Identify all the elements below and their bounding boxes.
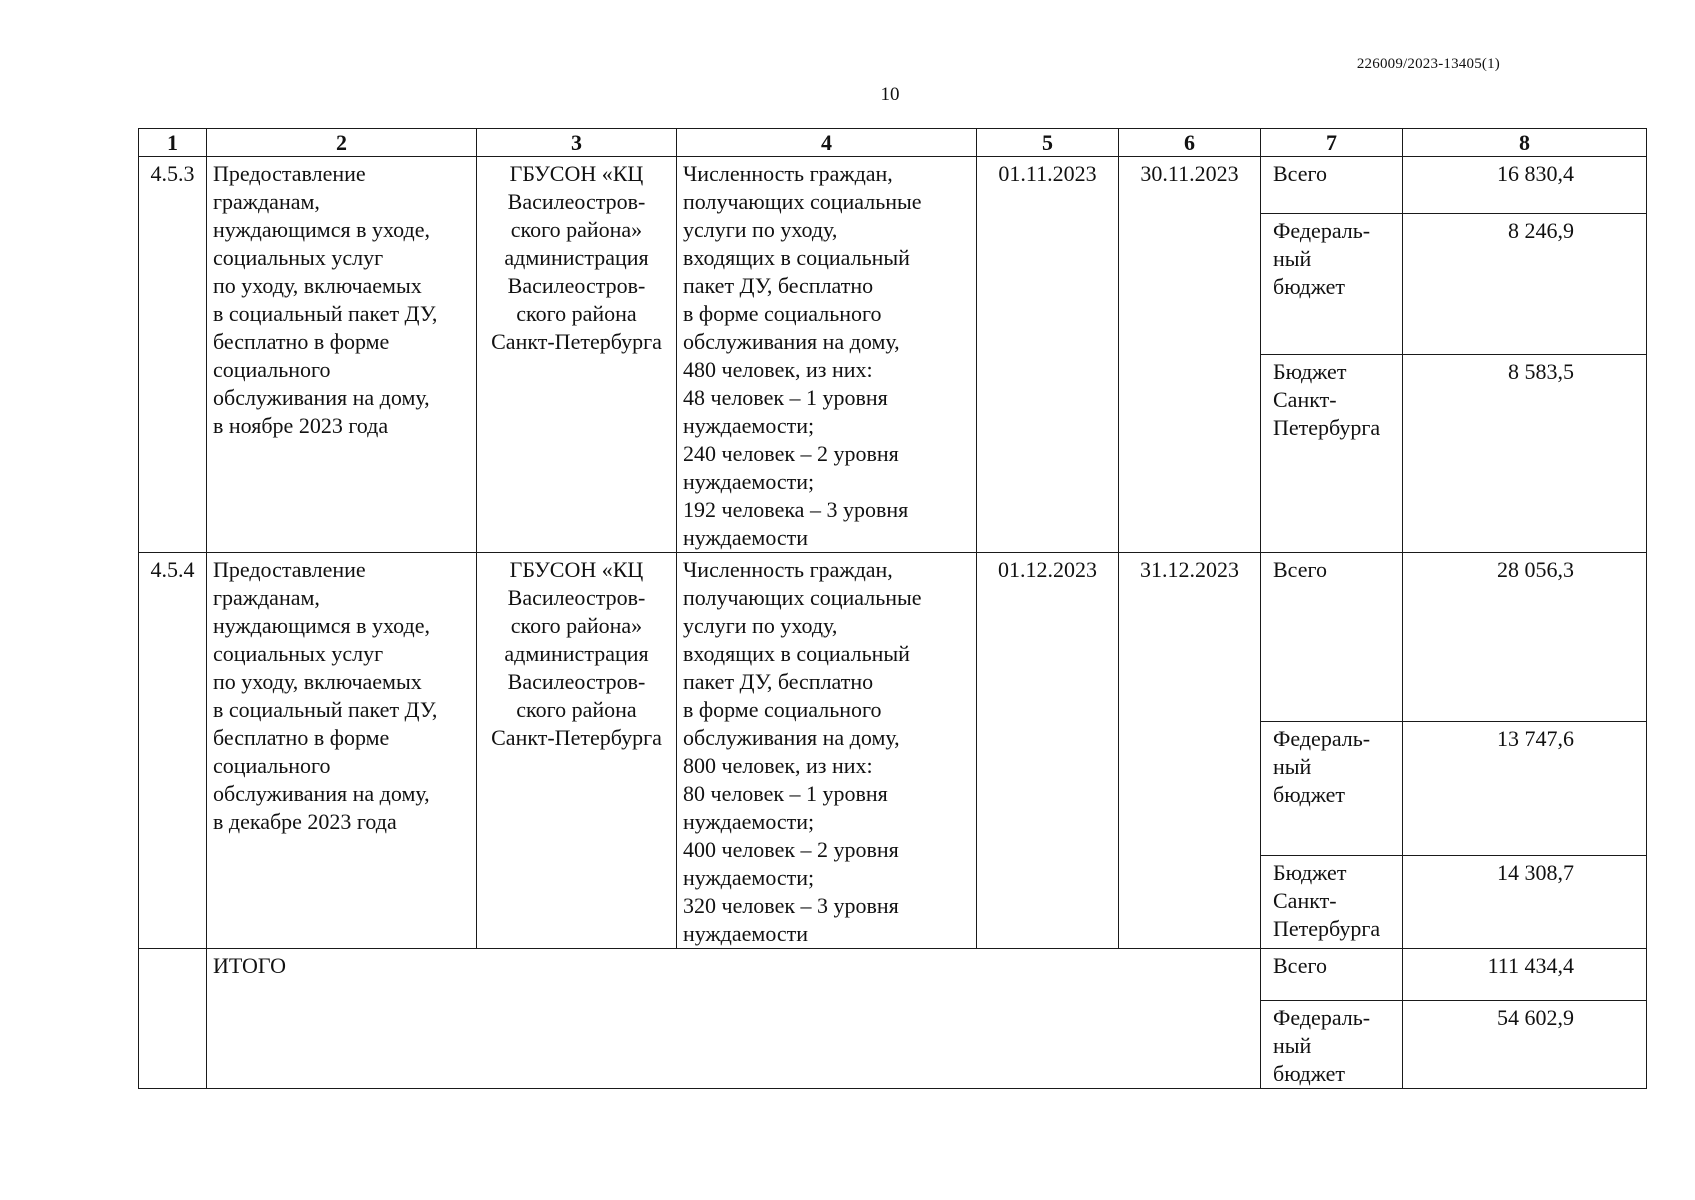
header-cell: 2: [207, 129, 477, 157]
funding-amount: 13 747,6: [1403, 721, 1647, 856]
item-executor: ГБУСОН «КЦ Василеостров- ского района» администрация Василеостров- ского района Санкт-Петербурга: [477, 157, 677, 553]
activity-table: [138, 128, 1647, 1089]
item-description: Численность граждан, получающих социальные услуги по уходу, входящих в социальный пакет ДУ, бесплатно в форме социального обслуживания на дому, 800 человек, из них: 80 человек – 1 уровня нуждаемости; 400 человек – 2 уровня нуждаемости; 320 человек – 3 уровня нуждаемости: [677, 553, 977, 949]
funding-source: Всего: [1261, 553, 1403, 722]
end-date: 30.11.2023: [1119, 157, 1261, 553]
funding-source: Бюджет Санкт- Петербурга: [1261, 856, 1403, 949]
end-date: 31.12.2023: [1119, 553, 1261, 949]
item-number: 4.5.4: [139, 553, 207, 949]
total-label: ИТОГО: [207, 949, 1261, 1089]
funding-source: Бюджет Санкт- Петербурга: [1261, 354, 1403, 552]
funding-amount: 8 583,5: [1403, 354, 1647, 552]
funding-amount: 14 308,7: [1403, 856, 1647, 949]
total-number-cell: [139, 949, 207, 1089]
header-cell: 3: [477, 129, 677, 157]
header-row: [139, 129, 1647, 157]
funding-amount: 16 830,4: [1403, 157, 1647, 214]
header-cell: 8: [1403, 129, 1647, 157]
header-cell: 7: [1261, 129, 1403, 157]
table-row: [139, 553, 1647, 722]
funding-source: Федераль- ный бюджет: [1261, 214, 1403, 355]
funding-source: Всего: [1261, 949, 1403, 1001]
page-number: 10: [880, 84, 900, 105]
funding-source: Федераль- ный бюджет: [1261, 721, 1403, 856]
table-row: [139, 157, 1647, 214]
funding-amount: 54 602,9: [1403, 1001, 1647, 1089]
item-number: 4.5.3: [139, 157, 207, 553]
start-date: 01.11.2023: [977, 157, 1119, 553]
funding-source: Всего: [1261, 157, 1403, 214]
funding-amount: 8 246,9: [1403, 214, 1647, 355]
start-date: 01.12.2023: [977, 553, 1119, 949]
header-cell: 5: [977, 129, 1119, 157]
header-cell: 1: [139, 129, 207, 157]
item-name: Предоставление гражданам, нуждающимся в уходе, социальных услуг по уходу, включаемых в социальный пакет ДУ, бесплатно в форме социального обслуживания на дому, в ноябре 2023 года: [207, 157, 477, 553]
item-description: Численность граждан, получающих социальные услуги по уходу, входящих в социальный пакет ДУ, бесплатно в форме социального обслуживания на дому, 480 человек, из них: 48 человек – 1 уровня нуждаемости; 240 человек – 2 уровня нуждаемости; 192 человека – 3 уровня нуждаемости: [677, 157, 977, 553]
item-executor: ГБУСОН «КЦ Василеостров- ского района» администрация Василеостров- ского района Санкт-Петербурга: [477, 553, 677, 949]
funding-amount: 28 056,3: [1403, 553, 1647, 722]
funding-source: Федераль- ный бюджет: [1261, 1001, 1403, 1089]
item-name: Предоставление гражданам, нуждающимся в уходе, социальных услуг по уходу, включаемых в социальный пакет ДУ, бесплатно в форме социального обслуживания на дому, в декабре 2023 года: [207, 553, 477, 949]
header-cell: 6: [1119, 129, 1261, 157]
header-cell: 4: [677, 129, 977, 157]
total-row: [139, 949, 1647, 1001]
document-id: 226009/2023-13405(1): [1356, 56, 1500, 72]
funding-amount: 111 434,4: [1403, 949, 1647, 1001]
